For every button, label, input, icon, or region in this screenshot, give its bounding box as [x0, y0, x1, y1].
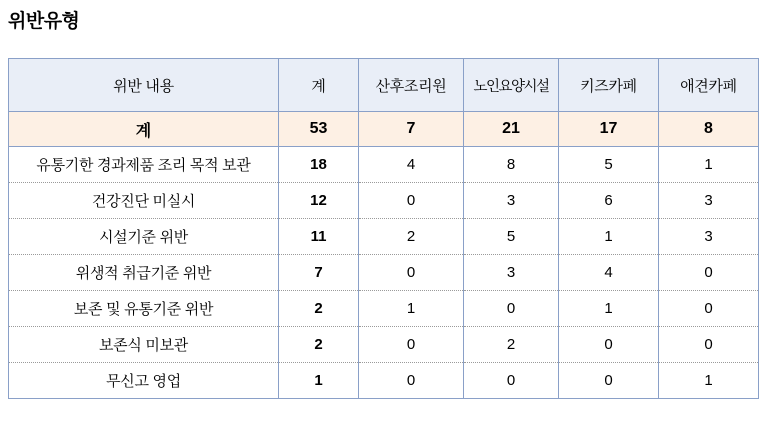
row-label: 위생적 취급기준 위반	[9, 255, 279, 291]
row-dog: 3	[659, 183, 759, 219]
row-elderly: 0	[464, 363, 559, 399]
violation-type-table	[8, 58, 759, 399]
row-postpartum: 0	[359, 255, 464, 291]
column-header-total: 계	[279, 59, 359, 112]
column-header-kids-cafe: 키즈카페	[559, 59, 659, 112]
row-label: 유통기한 경과제품 조리 목적 보관	[9, 147, 279, 183]
row-label: 보존식 미보관	[9, 327, 279, 363]
row-elderly: 5	[464, 219, 559, 255]
table-row	[9, 255, 759, 291]
page-title: 위반유형	[8, 11, 80, 32]
row-kids: 1	[559, 219, 659, 255]
row-elderly: 8	[464, 147, 559, 183]
row-elderly: 2	[464, 327, 559, 363]
violation-table-container	[8, 58, 758, 399]
column-header-dog-cafe: 애견카페	[659, 59, 759, 112]
row-elderly: 0	[464, 291, 559, 327]
row-kids: 5	[559, 147, 659, 183]
row-postpartum: 1	[359, 291, 464, 327]
row-total: 11	[279, 219, 359, 255]
row-postpartum: 0	[359, 327, 464, 363]
column-header-violation: 위반 내용	[9, 59, 279, 112]
row-label: 보존 및 유통기준 위반	[9, 291, 279, 327]
total-row-postpartum: 7	[359, 112, 464, 147]
table-row	[9, 219, 759, 255]
row-total: 2	[279, 327, 359, 363]
table-total-row	[9, 112, 759, 147]
total-row-dog: 8	[659, 112, 759, 147]
row-dog: 0	[659, 255, 759, 291]
row-label: 시설기준 위반	[9, 219, 279, 255]
row-elderly: 3	[464, 183, 559, 219]
row-postpartum: 2	[359, 219, 464, 255]
row-dog: 0	[659, 291, 759, 327]
row-label: 무신고 영업	[9, 363, 279, 399]
row-label: 건강진단 미실시	[9, 183, 279, 219]
table-row	[9, 183, 759, 219]
row-kids: 1	[559, 291, 659, 327]
row-dog: 0	[659, 327, 759, 363]
total-row-kids: 17	[559, 112, 659, 147]
table-row	[9, 147, 759, 183]
row-dog: 1	[659, 363, 759, 399]
row-total: 1	[279, 363, 359, 399]
row-kids: 4	[559, 255, 659, 291]
total-row-elderly: 21	[464, 112, 559, 147]
row-kids: 0	[559, 327, 659, 363]
table-row	[9, 363, 759, 399]
row-total: 7	[279, 255, 359, 291]
column-header-postpartum-care-center: 산후조리원	[359, 59, 464, 112]
row-kids: 6	[559, 183, 659, 219]
row-elderly: 3	[464, 255, 559, 291]
table-row	[9, 327, 759, 363]
table-body	[9, 112, 759, 399]
row-total: 2	[279, 291, 359, 327]
table-header	[9, 59, 759, 112]
total-row-label: 계	[9, 112, 279, 147]
total-row-total: 53	[279, 112, 359, 147]
row-postpartum: 4	[359, 147, 464, 183]
row-dog: 1	[659, 147, 759, 183]
table-header-row	[9, 59, 759, 112]
table-row	[9, 291, 759, 327]
row-postpartum: 0	[359, 363, 464, 399]
row-postpartum: 0	[359, 183, 464, 219]
column-header-elderly-care-facility: 노인요양시설	[464, 59, 559, 112]
row-dog: 3	[659, 219, 759, 255]
row-total: 18	[279, 147, 359, 183]
row-kids: 0	[559, 363, 659, 399]
row-total: 12	[279, 183, 359, 219]
